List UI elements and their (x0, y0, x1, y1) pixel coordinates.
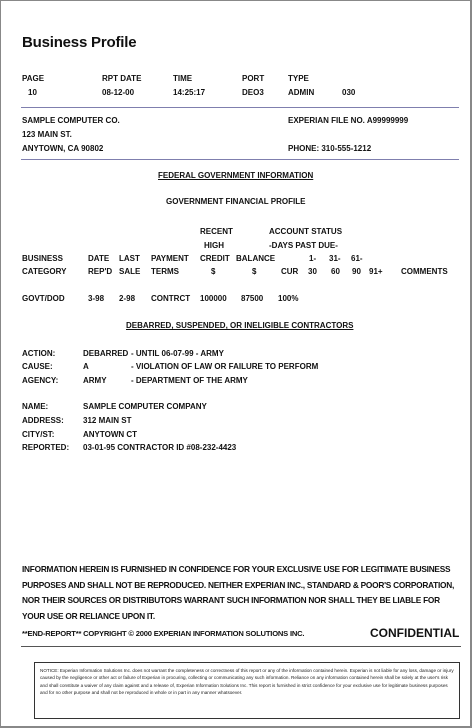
col-d1: 30 (308, 267, 317, 276)
cause-label: CAUSE: (22, 362, 53, 371)
notice-box (34, 662, 460, 719)
row-date: 3-98 (88, 294, 105, 303)
action-desc: - UNTIL 06-07-99 - ARMY (131, 349, 224, 358)
col-sale: SALE (119, 267, 141, 276)
col-d3: 90 (352, 267, 361, 276)
company-street: 123 MAIN ST. (22, 130, 72, 139)
page-label: PAGE (22, 74, 45, 83)
row-credit: 100000 (200, 294, 227, 303)
reported-label: REPORTED: (22, 443, 70, 452)
row-cur: 100% (278, 294, 299, 303)
page-value: 10 (28, 88, 37, 97)
type-label: TYPE (288, 74, 309, 83)
col-high: HIGH (204, 241, 224, 250)
col-d2-top: 31- (329, 254, 341, 263)
col-balance: BALANCE (236, 254, 276, 263)
row-balance: 87500 (241, 294, 264, 303)
agency-label: AGENCY: (22, 376, 59, 385)
company-name: SAMPLE COMPUTER CO. (22, 116, 120, 125)
time-value: 14:25:17 (173, 88, 206, 97)
col-repd: REP'D (88, 267, 113, 276)
cause-desc: - VIOLATION OF LAW OR FAILURE TO PERFORM (131, 362, 319, 371)
address-value: 312 MAIN ST (83, 416, 132, 425)
col-account-status: ACCOUNT STATUS (269, 227, 343, 236)
col-balance-unit: $ (252, 267, 257, 276)
agency-value: ARMY (83, 376, 107, 385)
footer-divider (21, 646, 461, 647)
col-d1-top: 1- (309, 254, 317, 263)
col-business: BUSINESS (22, 254, 63, 263)
name-value: SAMPLE COMPUTER COMPANY (83, 402, 207, 411)
col-last: LAST (119, 254, 140, 263)
col-payment: PAYMENT (151, 254, 189, 263)
col-d3-top: 61- (351, 254, 363, 263)
notice-text: NOTICE: Experian Information Solutions Inc. does not warrant the completeness or correctness of this report or any of the information contained herein. Experian is not liable for any loss, damage or injury caused by the negligence or other act or failure of Experian in procuring, collecting or communicating any such information. Reliance on any information contained herein shall be solely at the user's risk and shall constitute a waiver of any claim against and a release of, Experian Information Solutions Inc. This report is furnished in strict confidence for your exclusive use for legitimate business purposes and for no other purpose and shall not be reproduced in whole or in part in any manner whatsoever. (40, 668, 454, 695)
rpt-date-value: 08-12-00 (102, 88, 135, 97)
name-label: NAME: (22, 402, 49, 411)
cause-value: A (83, 362, 89, 371)
action-value: DEBARRED (83, 349, 129, 358)
subsection-title: GOVERNMENT FINANCIAL PROFILE (166, 197, 306, 206)
port-label: PORT (242, 74, 265, 83)
page-title: Business Profile (22, 34, 137, 51)
section-title: FEDERAL GOVERNMENT INFORMATION (158, 171, 314, 180)
col-terms: TERMS (151, 267, 179, 276)
end-report-line: **END-REPORT** COPYRIGHT © 2000 EXPERIAN INFORMATION SOLUTIONS INC. (22, 629, 305, 638)
type-code: 030 (342, 88, 356, 97)
company-divider (21, 159, 459, 160)
reported-value: 03-01-95 CONTRACTOR ID #08-232-4423 (83, 443, 237, 452)
col-category: CATEGORY (22, 267, 67, 276)
confidential-label: CONFIDENTIAL (370, 626, 460, 640)
city-label: CITY/ST: (22, 430, 55, 439)
disclaimer-text: INFORMATION HEREIN IS FURNISHED IN CONFIDENCE FOR YOUR EXCLUSIVE USE FOR LEGITIMATE BUSINESS PURPOSES AND SHALL NOT BE REPRODUCED. NEITHER EXPERIAN INC., STANDARD & POOR'S CORPORATION, NOR THEIR SOURCES OR DISTRIBUTORS WARRANT SUCH INFORMATION NOR SHALL THEY BE LIABLE FOR YOUR USE OR RELIANCE UPON IT. (22, 564, 455, 621)
col-date: DATE (88, 254, 110, 263)
col-credit: CREDIT (200, 254, 230, 263)
action-label: ACTION: (22, 349, 56, 358)
col-comments: COMMENTS (401, 267, 448, 276)
company-phone: PHONE: 310-555-1212 (288, 144, 372, 153)
row-terms: CONTRCT (151, 294, 191, 303)
time-label: TIME (173, 74, 193, 83)
header-divider (21, 107, 459, 108)
col-d4: 91+ (369, 267, 383, 276)
row-category: GOVT/DOD (22, 294, 65, 303)
col-cur: CUR (281, 267, 299, 276)
city-value: ANYTOWN CT (83, 430, 138, 439)
col-days-past-due: -DAYS PAST DUE- (269, 241, 338, 250)
agency-desc: - DEPARTMENT OF THE ARMY (131, 376, 248, 385)
experian-file-no: EXPERIAN FILE NO. A99999999 (288, 116, 409, 125)
rpt-date-label: RPT DATE (102, 74, 142, 83)
col-credit-unit: $ (211, 267, 216, 276)
address-label: ADDRESS: (22, 416, 64, 425)
col-d2: 60 (331, 267, 340, 276)
type-value: ADMIN (288, 88, 315, 97)
port-value: DEO3 (242, 88, 264, 97)
col-recent: RECENT (200, 227, 233, 236)
company-city: ANYTOWN, CA 90802 (22, 144, 104, 153)
debarred-title: DEBARRED, SUSPENDED, OR INELIGIBLE CONTRACTORS (126, 321, 354, 330)
row-last-sale: 2-98 (119, 294, 136, 303)
